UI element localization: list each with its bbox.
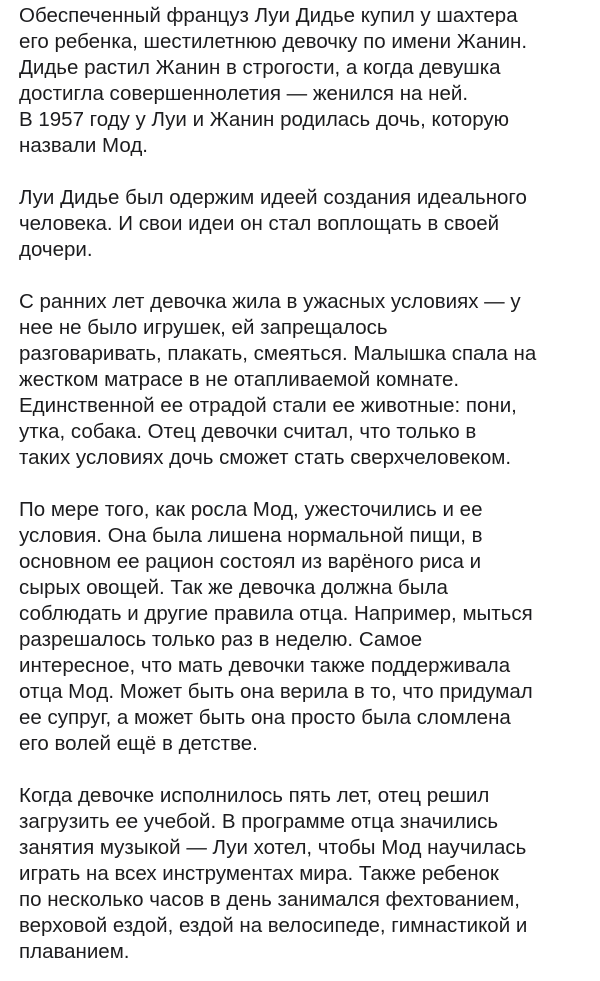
text-line: разрешалось только раз в неделю. Самое (19, 628, 423, 651)
text-line: По мере того, как росла Мод, ужесточились и ее (19, 498, 483, 521)
paragraph-1 (19, 3, 584, 159)
text-line: ее супруг, а может быть она просто была сломлена (19, 706, 511, 729)
text-line: занятия музыкой — Луи хотел, чтобы Мод научилась (19, 836, 527, 859)
paragraph-3 (19, 289, 584, 471)
text-line: назвали Мод. (19, 134, 148, 157)
text-line: соблюдать и другие правила отца. Например, мыться (19, 602, 533, 625)
text-line: плаванием. (19, 940, 130, 963)
text-line: утка, собака. Отец девочки считал, что только в (19, 420, 477, 443)
text-line: основном ее рацион состоял из варёного риса и (19, 550, 482, 573)
text-line: Дидье растил Жанин в строгости, а когда девушка (19, 56, 501, 79)
text-line: интересное, что мать девочки также поддерживала (19, 654, 511, 677)
text-line: жестком матрасе в не отапливаемой комнате. (19, 368, 460, 391)
text-line: верховой ездой, ездой на велосипеде, гимнастикой и (19, 914, 528, 937)
paragraph-5 (19, 783, 584, 965)
text-line: Когда девочке исполнилось пять лет, отец решил (19, 784, 490, 807)
text-line: Обеспеченный француз Луи Дидье купил у шахтера (19, 4, 518, 27)
text-line: дочери. (19, 238, 93, 261)
paragraph-4 (19, 497, 584, 757)
paragraph-2 (19, 185, 584, 263)
text-line: достигла совершеннолетия — женился на ней. (19, 82, 469, 105)
text-line: по несколько часов в день занимался фехтованием, (19, 888, 520, 911)
text-line: отца Мод. Может быть она верила в то, что придумал (19, 680, 533, 703)
text-line: нее не было игрушек, ей запрещалось (19, 316, 388, 339)
text-line: играть на всех инструментах мира. Также ребенок (19, 862, 499, 885)
text-line: С ранних лет девочка жила в ужасных условиях — у (19, 290, 521, 313)
text-line: условия. Она была лишена нормальной пищи, в (19, 524, 483, 547)
text-line: человека. И свои идеи он стал воплощать в своей (19, 212, 500, 235)
text-line: В 1957 году у Луи и Жанин родилась дочь, которую (19, 108, 509, 131)
text-line: разговаривать, плакать, смеяться. Малышка спала на (19, 342, 537, 365)
text-line: Единственной ее отрадой стали ее животные: пони, (19, 394, 517, 417)
text-line: его ребенка, шестилетнюю девочку по имени Жанин. (19, 30, 528, 53)
text-line: его волей ещё в детстве. (19, 732, 258, 755)
text-line: таких условиях дочь сможет стать сверхчеловеком. (19, 446, 512, 469)
text-line: Луи Дидье был одержим идеей создания идеального (19, 186, 527, 209)
text-line: загрузить ее учебой. В программе отца значились (19, 810, 499, 833)
text-line: сырых овощей. Так же девочка должна была (19, 576, 448, 599)
